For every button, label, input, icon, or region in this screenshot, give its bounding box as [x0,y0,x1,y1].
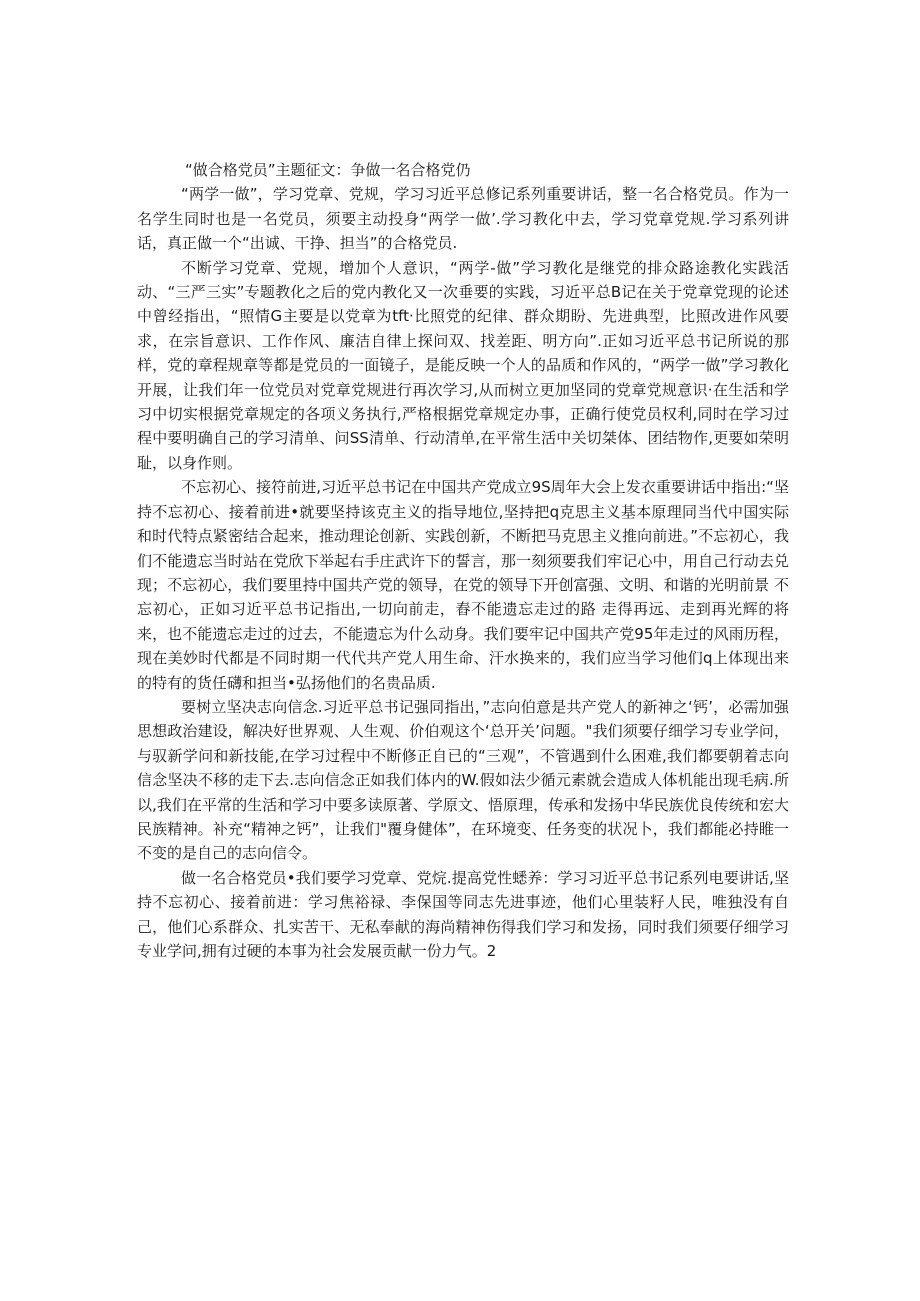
essay-title: “做合格党员”主题征文：争做一名合格党仍 [185,161,471,179]
paragraph-1: “两学一做”，学习党章、党规，学习习近平总修记系列重要讲话，整一名合格党员。作为一名学生同时也是一名党员，须要主动投身“两学一做’.学习教化中去，学习党章党规.学习系列讲话，真正做一个“出诚、干挣、担当”的合格党员. [137,185,789,253]
paragraph-5: 做一名合格党员•我们要学习党章、党烷.提高党性蟋养：学习习近平总书记系列电要讲话,坚持不忘初心、接着前进：学习焦裕禄、李保国等同志先进事迹，他们心里装籽人民，唯独没有自己，他们心系群众、扎实苦干、无私奉献的海尚精神伤得我们学习和发扬，同时我们须要仔细学习专业学问,拥有过硬的本事为社会发展贡献一份力气。2 [137,868,789,960]
paragraph-2: 不断学习党章、党规，增加个人意识，“两学-做”学习教化是继党的排众路途教化实践活动、“三严三实”专题教化之后的党内教化又一次垂要的实践，习近平总B记在关于党章党现的论述中曾经指出，“照情G主要是以党章为tft·比照党的纪律、群众期盼、先进典型，比照改进作风要求，在宗旨意识、工作作风、廉洁自律上探问双、找差距、明方向”.正如习近平总书记所说的那样，党的章程规章等都是党员的一面镜子，是能反映一个人的品质和作风的，“两学一做”学习教化开展，让我们年一位党员对党章党规进行再次学习,从而树立更加坚同的党章党规意识·在生活和学习中切实根据党章规定的各项义务执行,严格根据党章规定办事，正确行使党员权利,同时在学习过程中要明确自己的学习清单、问SS清单、行动清单,在平常生活中关切桀体、团结物作,更要如荣明耻，以身作则。 [137,258,789,472]
paragraph-3: 不忘初心、接符前进,习近平总书记在中国共产党成立9S周年大会上发衣重要讲话中指出:“坚持不忘初心、接着前进•就要坚持该克主义的指导地位,坚持把q克思主义基本原理同当代中国实际和时代特点紧密结合起来，推动理论创新、实践创新，不断把马克思主义推向前进。”不忘初心，我们不能遗忘当时站在党欣下举起右手庄武许下的誓言，那一刻须要我们牢记心中，用自己行动去兑现；不忘初心，我们要里持中国共产党的领导，在党的领导下开创富强、文明、和谐的光明前景 不忘初心，正如习近平总书记指出,一切向前走，舂不能遗忘走过的路 走得再远、走到再光辉的将来，也不能遗忘走过的过去，不能遗忘为什么动身。我们要牢记中国共产党95年走过的风雨历程，现在美妙时代都是不同时期一代代共产党人用生命、汗水换来的，我们应当学习他们q上体现出来的特有的货任礴和担当•弘扬他们的名贵品质. [137,478,789,692]
essay-body [137,158,789,963]
paragraph-4: 要树立坚决志向信念.习近平总书记强同指出，”志向伯意是共产党人的新神之‘钙’，必需加强思想政治建设，解决好世界观、人生观、价伯观这个‘总开关’问题。"我们须要仔细学习专业学问，与驭新学问和新技能,在学习过程中不断修正自已的“三观”，不管遇到什么困难,我们都要朝着志向信念坚决不移的走下去.志向信念正如我们体内的W.假如法少循元素就会造成人体机能出现毛病.所以,我们在平常的生活和学习中要多读原著、学原文、悟原理，传承和发扬中华民族优良传统和宏大民族精神。补充“精神之钙”，让我们"覆身健体”，在环境变、任务变的状况卜，我们都能必持睢一不变的是自己的志向信令。 [137,697,789,863]
